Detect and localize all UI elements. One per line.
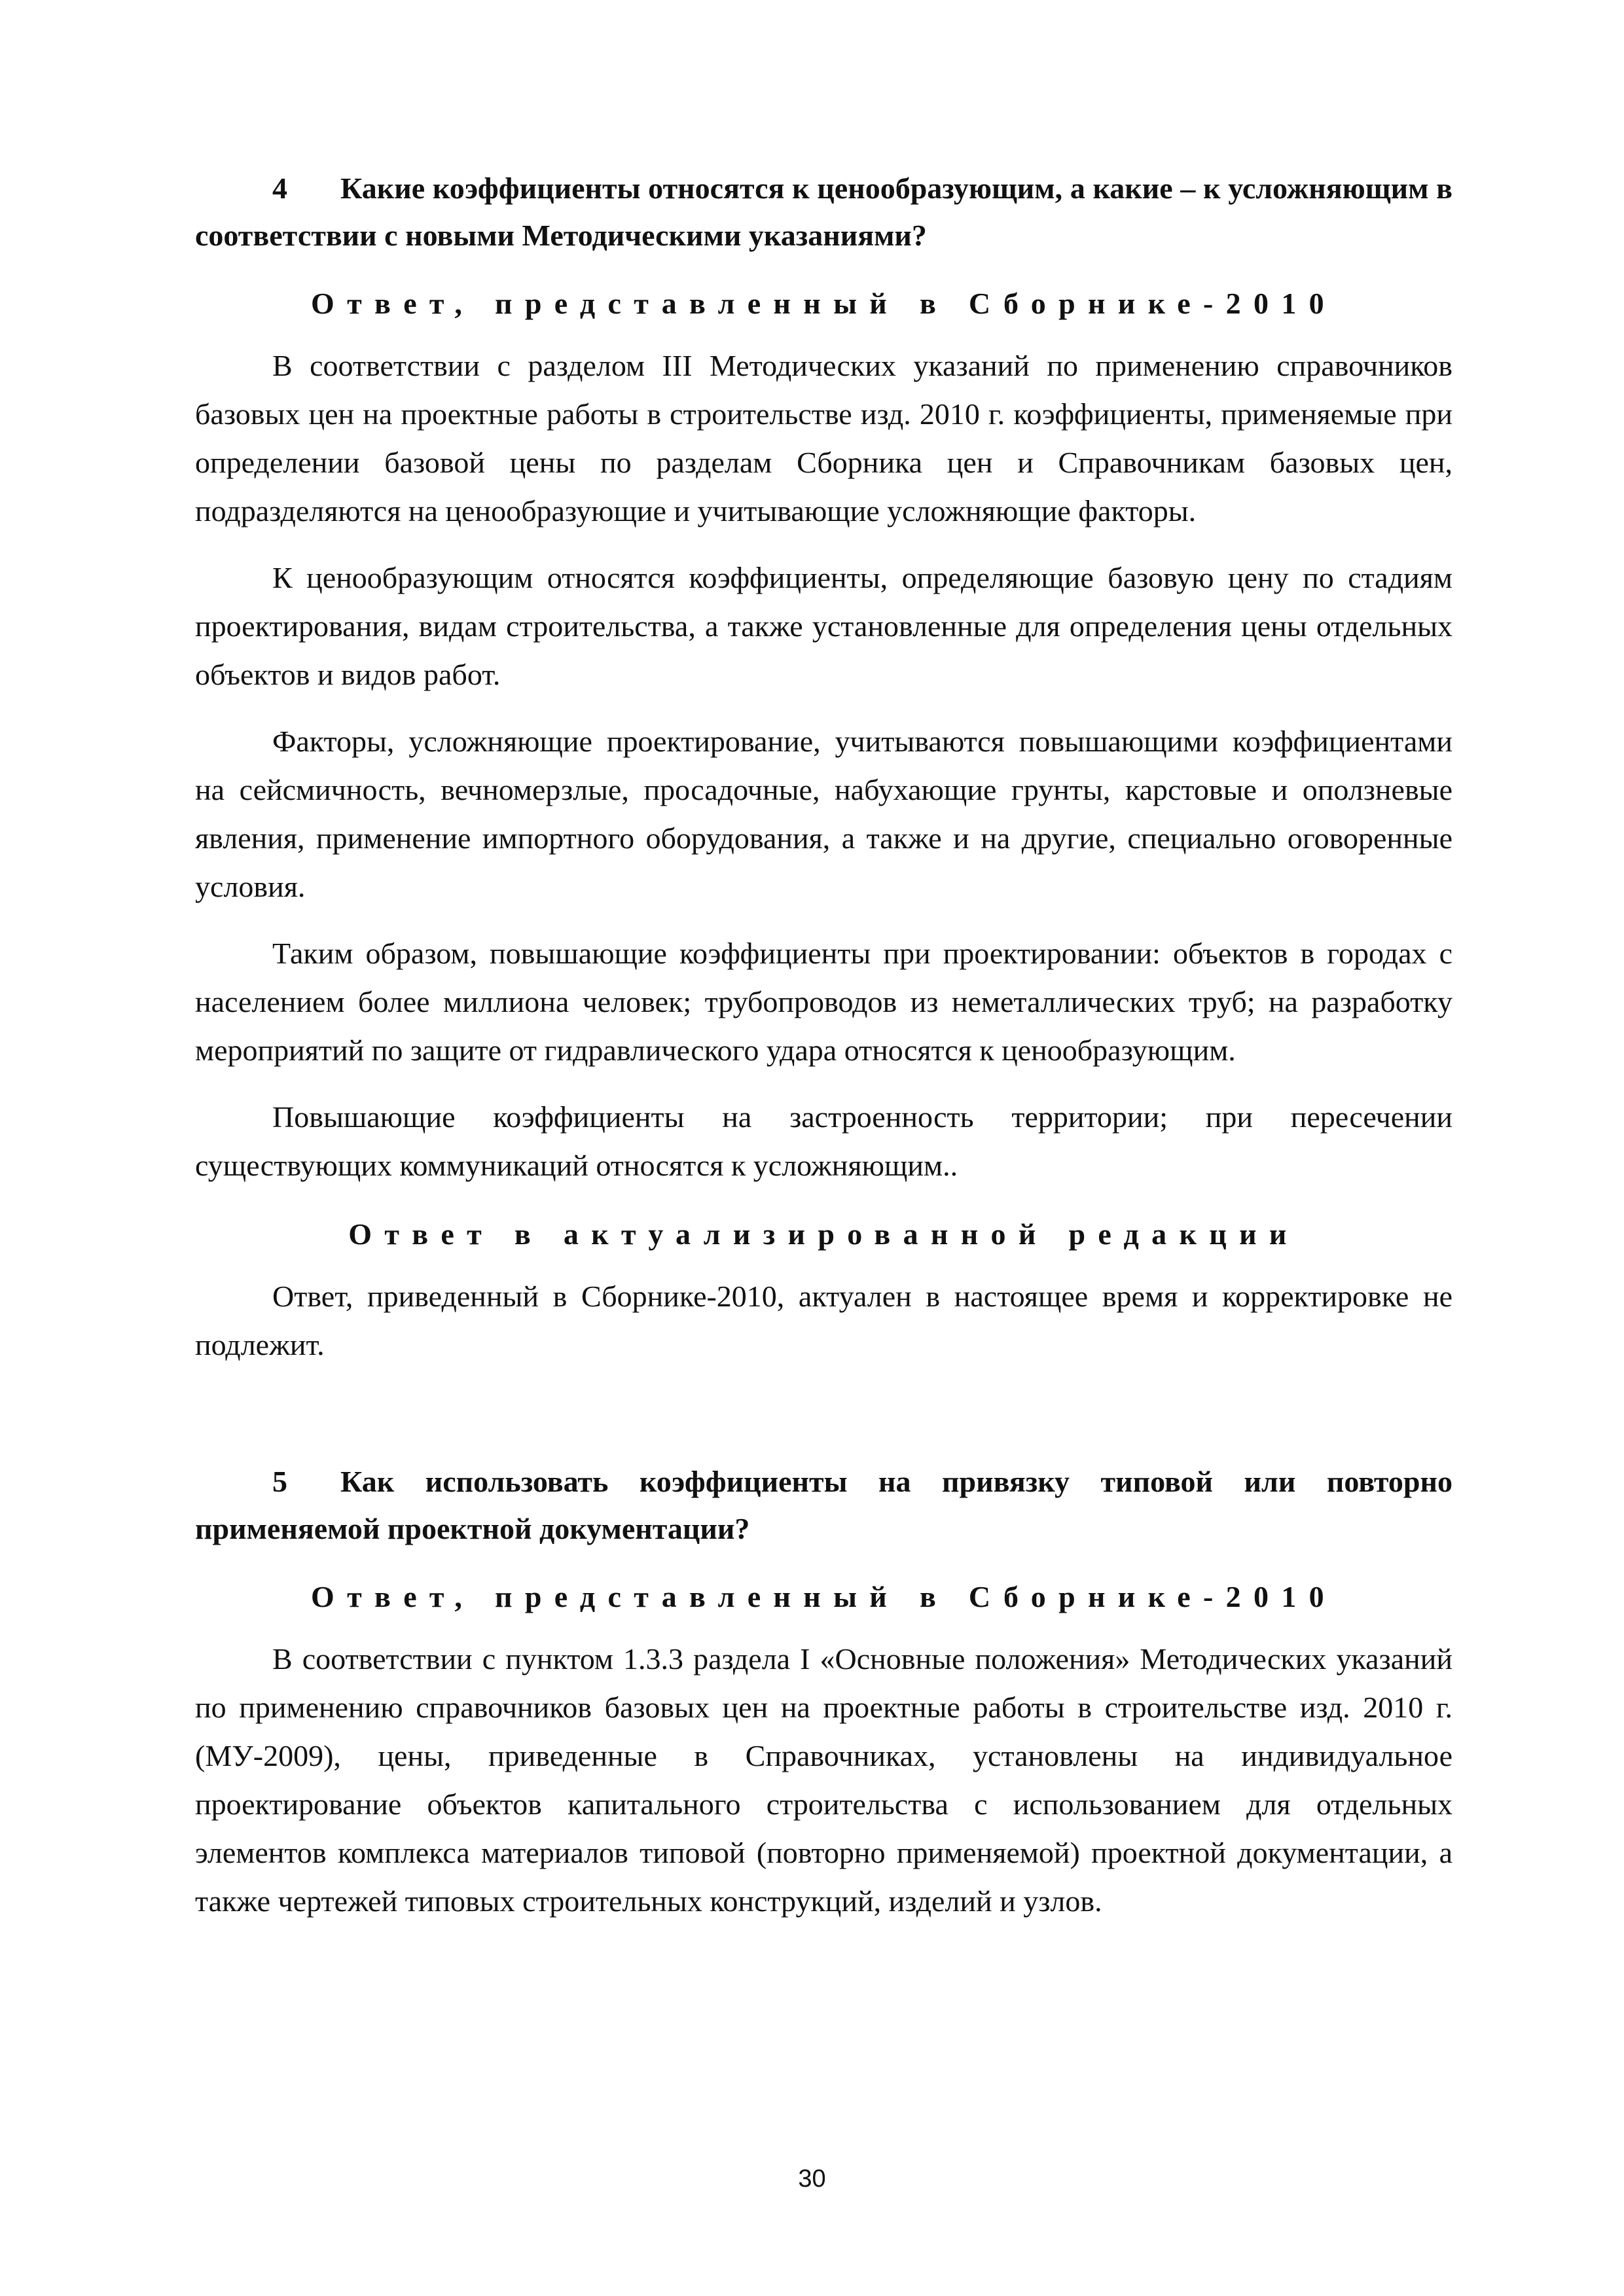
page-content xyxy=(195,165,1453,1944)
question-5-answer-2010-heading: Ответ, представленный в Сборнике-2010 xyxy=(311,1580,1337,1613)
question-4-answer-2010-paragraph: В соответствии с разделом III Методических указаний по применению справочников базовых цен на проектные работы в строительстве изд. 2010 г. коэффициенты, применяемые при определении базовой цены по разделам Сборника цен и Справочникам базовых цен, подразделяются на ценообразующие и учитывающие усложняющие факторы. xyxy=(195,349,1453,528)
question-4-answer-2010-paragraph: Повышающие коэффициенты на застроенность территории; при пересечении существующих коммуникаций относятся к усложняющим.. xyxy=(195,1100,1453,1182)
question-4-answer-current-paragraph: Ответ, приведенный в Сборнике-2010, актуален в настоящее время и корректировке не подлежит. xyxy=(195,1280,1453,1361)
question-4-title xyxy=(195,165,1453,259)
question-5-text: Как использовать коэффициенты на привязку типовой или повторно применяемой проектной документации? xyxy=(195,1465,1453,1545)
question-5-answer-2010-paragraph: В соответствии с пунктом 1.3.3 раздела I «Основные положения» Методических указаний по применению справочников базовых цен на проектные работы в строительстве изд. 2010 г. (МУ-2009), цены, приведенные в Справочниках, установлены на индивидуальное проектирование объектов капитального строительства с использованием для отдельных элементов комплекса материалов типовой (повторно применяемой) проектной документации, а также чертежей типовых строительных конструкций, изделий и узлов. xyxy=(195,1642,1453,1918)
question-4-text: Какие коэффициенты относятся к ценообразующим, а какие – к усложняющим в соответствии с новыми Методическими указаниями? xyxy=(195,171,1453,252)
question-4-answer-current-heading: Ответ в актуализированной редакции xyxy=(348,1217,1299,1251)
question-5-title xyxy=(195,1458,1453,1552)
question-4-answer-2010-heading: Ответ, представленный в Сборнике-2010 xyxy=(311,287,1337,320)
question-4-answer-2010-paragraph: Таким образом, повышающие коэффициенты при проектировании: объектов в городах с населением более миллиона человек; трубопроводов из неметаллических труб; на разработку мероприятий по защите от гидравлического удара относятся к ценообразующим. xyxy=(195,937,1453,1067)
question-4-number: 4 xyxy=(272,171,287,205)
question-4-answer-2010-paragraph: Факторы, усложняющие проектирование, учитываются повышающими коэффициентами на сейсмичность, вечномерзлые, просадочные, набухающие грунты, карстовые и оползневые явления, применение импортного оборудования, а также и на другие, специально оговоренные условия. xyxy=(195,725,1453,903)
question-5-number: 5 xyxy=(272,1465,287,1498)
page-number: 30 xyxy=(798,2165,826,2193)
question-4-answer-2010-paragraph: К ценообразующим относятся коэффициенты, определяющие базовую цену по стадиям проектирования, видам строительства, а также установленные для определения цены отдельных объектов и видов работ. xyxy=(195,561,1453,691)
section-spacer xyxy=(195,1388,1453,1458)
